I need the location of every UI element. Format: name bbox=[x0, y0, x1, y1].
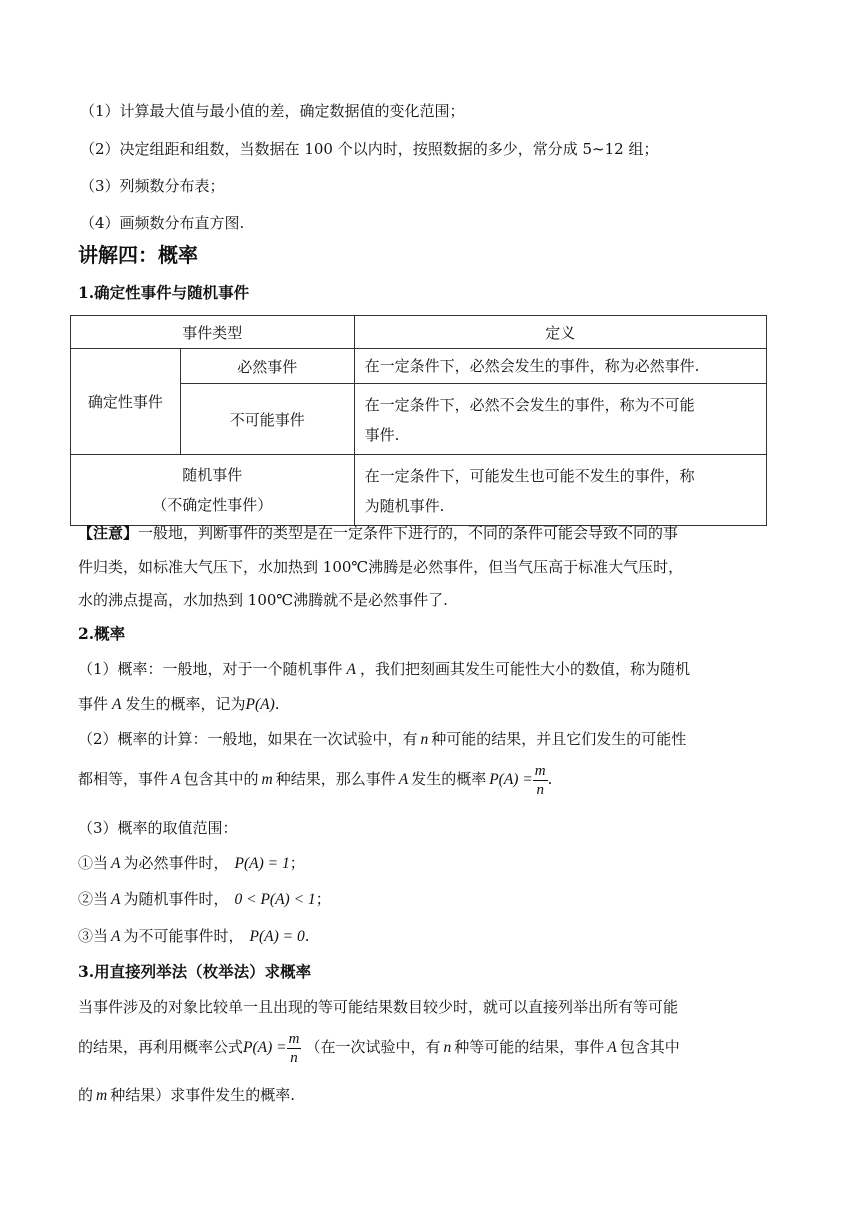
cell-random-def bbox=[354, 455, 766, 526]
impossible-def-line-1: 在一定条件下，必然不会发生的事件，称为不可能 bbox=[364, 396, 695, 414]
event-type-table bbox=[70, 315, 767, 526]
step-2: （2）决定组距和组数，当数据在 100 个以内时，按照数据的多少，常分成 5~12 组； bbox=[80, 140, 659, 158]
section-title: 讲解四：概率 bbox=[78, 243, 198, 267]
subsection-title-1: 1.确定性事件与随机事件 bbox=[78, 283, 250, 302]
subsection-title-2: 2.概率 bbox=[78, 624, 126, 643]
cell-deterministic: 确定性事件 bbox=[71, 349, 181, 455]
prob-calc-line-2: 都相等，事件 A 包含其中的 m 种结果，那么事件 A 发生的概率 P(A) = $\frac{m}{n}$ . bbox=[78, 762, 553, 798]
prob-calc-line-1: （2）概率的计算：一般地，如果在一次试验中，有 n 种可能的结果，并且它们发生的可能性 bbox=[78, 730, 687, 748]
step-4: （4）画频数分布直方图. bbox=[80, 214, 245, 232]
range-case-2: ②当 A 为随机事件时， 0 < P(A) < 1； bbox=[78, 890, 331, 908]
step-1: （1）计算最大值与最小值的差，确定数据值的变化范围； bbox=[80, 102, 465, 120]
cell-certain-def: 在一定条件下，必然会发生的事件，称为必然事件. bbox=[354, 349, 766, 384]
subsection-title-3: 3.用直接列举法（枚举法）求概率 bbox=[78, 962, 312, 981]
cell-impossible: 不可能事件 bbox=[180, 384, 354, 455]
prob-def-line-1: （1）概率：一般地，对于一个随机事件 A ，我们把刻画其发生可能性大小的数值，称为随机 bbox=[78, 660, 691, 678]
random-label-2: （不确定性事件） bbox=[152, 496, 273, 514]
random-label-1: 随机事件 bbox=[182, 466, 243, 484]
prob-def-line-2: 事件 A 发生的概率，记为P(A). bbox=[78, 695, 280, 713]
range-title: （3）概率的取值范围： bbox=[78, 819, 238, 837]
cell-impossible-def bbox=[354, 384, 766, 455]
note-line-3: 水的沸点提高，水加热到 100℃沸腾就不是必然事件了. bbox=[78, 591, 448, 609]
header-definition: 定义 bbox=[354, 316, 766, 349]
enum-line-1: 当事件涉及的对象比较单一且出现的等可能结果数目较少时，就可以直接列举出所有等可能 bbox=[78, 998, 679, 1016]
cell-random bbox=[71, 455, 355, 526]
fraction-m-over-n-2: $\frac{m}{n}$ bbox=[288, 1030, 300, 1066]
random-def-line-2: 为随机事件. bbox=[364, 497, 445, 515]
fraction-m-over-n: $\frac{m}{n}$ bbox=[534, 762, 546, 798]
note-line-1: 【注意】一般地，判断事件的类型是在一定条件下进行的，不同的条件可能会导致不同的事 bbox=[78, 524, 679, 542]
step-3: （3）列频数分布表； bbox=[80, 177, 225, 195]
note-line-2: 件归类，如标准大气压下，水加热到 100℃沸腾是必然事件，但当气压高于标准大气压时， bbox=[78, 558, 684, 576]
enum-line-3: 的 m 种结果）求事件发生的概率. bbox=[78, 1086, 295, 1104]
enum-line-2: 的结果，再利用概率公式P(A) = $\frac{m}{n}$ （在一次试验中，有 n 种等可能的结果，事件 A 包含其中 bbox=[78, 1030, 680, 1066]
cell-certain: 必然事件 bbox=[180, 349, 354, 384]
impossible-def-line-2: 事件. bbox=[364, 426, 400, 444]
random-def-line-1: 在一定条件下，可能发生也可能不发生的事件，称 bbox=[364, 467, 695, 485]
header-event-type: 事件类型 bbox=[71, 316, 355, 349]
range-case-1: ①当 A 为必然事件时， P(A) = 1； bbox=[78, 854, 305, 872]
range-case-3: ③当 A 为不可能事件时， P(A) = 0. bbox=[78, 927, 310, 945]
note-tag: 【注意】 bbox=[78, 524, 139, 542]
